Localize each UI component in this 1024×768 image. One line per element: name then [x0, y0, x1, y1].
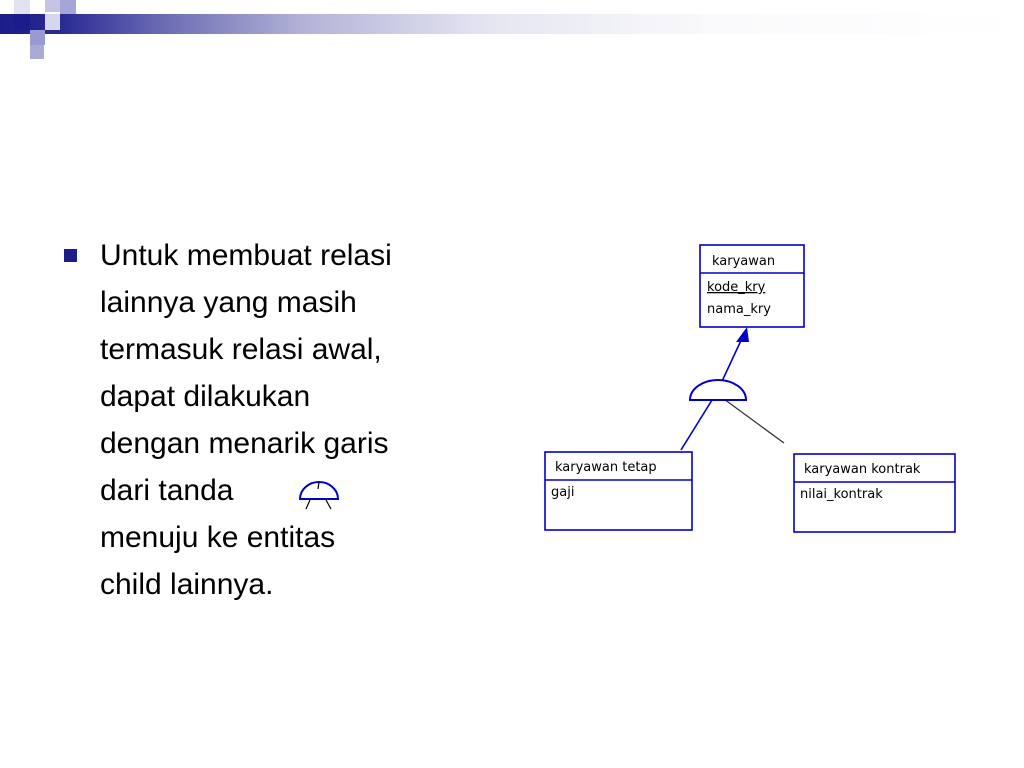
square-bullet-icon — [64, 249, 77, 262]
entity-karyawan-tetap[interactable] — [545, 452, 692, 530]
decor-square — [60, 0, 76, 14]
entity-name: karyawan tetap — [555, 460, 657, 475]
entity-karyawan-kontrak[interactable] — [794, 454, 955, 532]
decor-square — [45, 0, 61, 12]
entity-attribute: gaji — [551, 485, 575, 500]
entity-attribute: nilai_kontrak — [800, 487, 883, 502]
entity-karyawan[interactable] — [700, 245, 804, 327]
er-diagram — [530, 230, 970, 550]
entity-attribute: nama_kry — [707, 302, 771, 317]
bullet-text — [100, 232, 500, 608]
decor-square — [14, 0, 30, 14]
bullet-line: termasuk relasi awal, — [100, 333, 382, 366]
decor-square — [45, 14, 60, 30]
entity-name: karyawan — [712, 254, 776, 269]
bullet-line: dapat dilakukan — [100, 380, 311, 413]
decor-square — [30, 45, 44, 59]
subtype-symbol-icon — [296, 478, 342, 512]
arrowhead-icon — [736, 327, 749, 342]
bullet-line: lainnya yang masih — [100, 286, 357, 319]
subtype-symbol — [690, 380, 746, 400]
header-band — [0, 14, 1024, 34]
entity-name: karyawan kontrak — [804, 462, 921, 477]
bullet-line: child lainnya. — [100, 568, 274, 601]
bullet-line: dengan menarik garis — [100, 427, 389, 460]
bullet-line: dari tanda — [100, 474, 234, 507]
decor-square — [30, 30, 45, 45]
entity-attribute: kode_kry — [707, 280, 766, 295]
decor-square — [14, 14, 30, 30]
bullet-line: Untuk membuat relasi — [100, 239, 392, 272]
bullet-line: menuju ke entitas — [100, 521, 336, 554]
